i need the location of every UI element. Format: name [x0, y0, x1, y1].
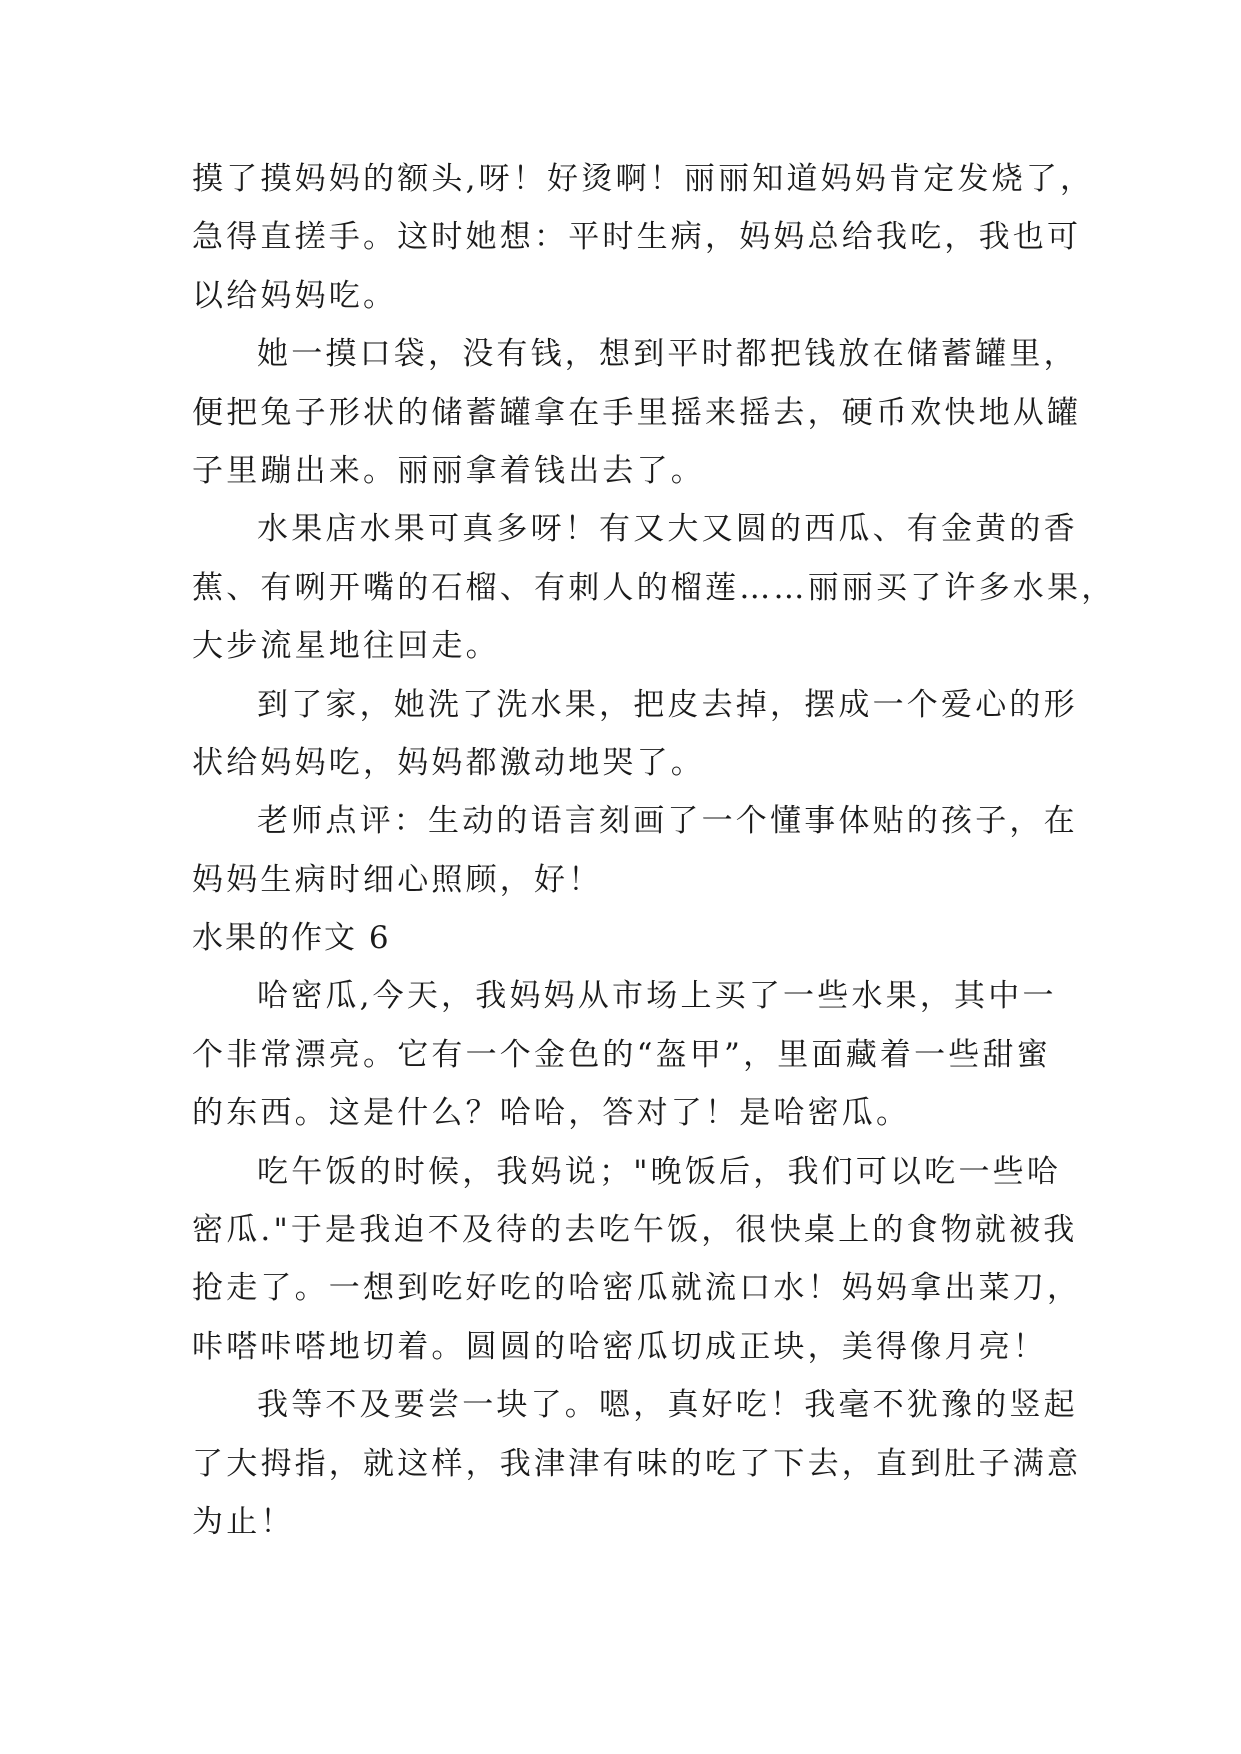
paragraph-start-line: 水果店水果可真多呀！有又大又圆的西瓜、有金黄的香 — [257, 511, 1078, 548]
text-line: 状给妈妈吃，妈妈都激动地哭了。 — [192, 744, 705, 781]
text-line: 以给妈妈吃。 — [192, 277, 398, 314]
paragraph-start-line: 她一摸口袋，没有钱，想到平时都把钱放在储蓄罐里， — [257, 336, 1078, 373]
paragraph-start-line: 老师点评：生动的语言刻画了一个懂事体贴的孩子，在 — [257, 803, 1078, 840]
paragraph-start-line: 到了家，她洗了洗水果，把皮去掉，摆成一个爱心的形 — [257, 686, 1078, 723]
text-line: 个非常漂亮。它有一个金色的“盔甲”，里面藏着一些甜蜜 — [192, 1036, 1051, 1073]
text-line: 咔嗒咔嗒地切着。圆圆的哈密瓜切成正块，美得像月亮！ — [192, 1328, 1047, 1365]
text-line: 蕉、有咧开嘴的石榴、有刺人的榴莲……丽丽买了许多水果， — [192, 569, 1116, 606]
text-line: 大步流星地往回走。 — [192, 628, 500, 665]
text-line: 急得直搓手。这时她想：平时生病，妈妈总给我吃，我也可 — [192, 219, 1082, 256]
text-line: 便把兔子形状的储蓄罐拿在手里摇来摇去，硬币欢快地从罐 — [192, 394, 1082, 431]
text-line: 抢走了。一想到吃好吃的哈密瓜就流口水！妈妈拿出菜刀， — [192, 1270, 1082, 1307]
document-page — [192, 150, 1116, 1551]
paragraph-start-line: 吃午饭的时候，我妈说；"晚饭后，我们可以吃一些哈 — [257, 1153, 1062, 1190]
text-line: 密瓜."于是我迫不及待的去吃午饭，很快桌上的食物就被我 — [192, 1212, 1078, 1249]
text-line: 了大拇指，就这样，我津津有味的吃了下去，直到肚子满意 — [192, 1445, 1082, 1482]
text-line: 为止！ — [192, 1503, 295, 1540]
paragraph-start-line: 我等不及要尝一块了。嗯，真好吃！我毫不犹豫的竖起 — [257, 1387, 1078, 1424]
paragraph-start-line: 哈密瓜,今天，我妈妈从市场上买了一些水果，其中一 — [257, 978, 1057, 1015]
text-line: 子里蹦出来。丽丽拿着钱出去了。 — [192, 452, 705, 489]
text-line: 摸了摸妈妈的额头,呀！好烫啊！丽丽知道妈妈肯定发烧了， — [192, 161, 1095, 197]
text-line: 的东西。这是什么？哈哈，答对了！是哈密瓜。 — [192, 1095, 911, 1132]
text-line: 妈妈生病时细心照顾，好！ — [192, 861, 603, 898]
section-heading: 水果的作文 6 — [192, 920, 391, 957]
